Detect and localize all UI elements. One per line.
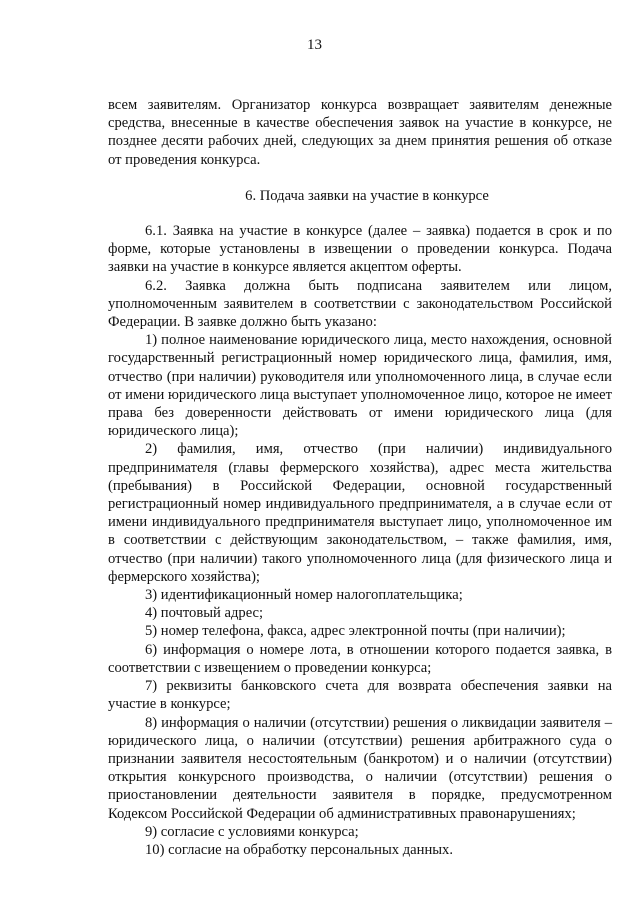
list-item-8: 8) информация о наличии (отсутствии) решения о ликвидации заявителя – юридического лица, о наличии (отсутствии) решения арбитражного суда о признании заявителя несостоятельным (банкротом) и о наличии (отсутствии) открытия конкурсного производства, о наличии (отсутствии) решения о приостановлении деятельности заявителя в порядке, предусмотренном Кодексом Российской Федерации об административных правонарушениях;: [108, 714, 612, 822]
document-body: [108, 96, 612, 859]
list-item-7: 7) реквизиты банковского счета для возврата обеспечения заявки на участие в конкурсе;: [108, 678, 612, 713]
list-item-4: 4) почтовый адрес;: [145, 605, 264, 622]
continued-paragraph: всем заявителям. Организатор конкурса возвращает заявителям денежные средства, внесенные в качестве обеспечения заявок на участие в конкурсе, не позднее десяти рабочих дней, следующих за днем принятия решения об отказе от проведения конкурса.: [108, 97, 612, 168]
list-item-6: 6) информация о номере лота, в отношении которого подается заявка, в соответствии с извещением о проведении конкурса;: [108, 641, 612, 676]
clause-6-1: 6.1. Заявка на участие в конкурсе (далее – заявка) подается в срок и по форме, которые установлены в извещении о проведении конкурса. Подача заявки на участие в конкурсе является акцептом оферты.: [108, 223, 612, 276]
page-number: 13: [307, 37, 322, 53]
section-heading: 6. Подача заявки на участие в конкурсе: [245, 187, 489, 204]
list-item-10: 10) согласие на обработку персональных данных.: [145, 841, 454, 858]
list-item-1: 1) полное наименование юридического лица, место нахождения, основной государственный регистрационный номер юридического лица, фамилия, имя, отчество (при наличии) руководителя или уполномоченного лица, в случае если от имени юридического лица выступает уполномоченное лицо, которое не имеет права без доверенности действовать от имени юридического лица (для юридического лица);: [108, 332, 612, 440]
list-item-2: 2) фамилия, имя, отчество (при наличии) индивидуального предпринимателя (главы фермерского хозяйства), адрес места жительства (пребывания) в Российской Федерации, основной государственный регистрационный номер индивидуального предпринимателя, а в случае если от имени индивидуального предпринимателя выступает лицо, уполномоченное им в соответствии с действующим законодательством, – также фамилия, имя, отчество (при наличии) такого уполномоченного лица (для физического лица и фермерского хозяйства);: [108, 441, 612, 585]
list-item-9: 9) согласие с условиями конкурса;: [145, 823, 359, 840]
clause-6-2: 6.2. Заявка должна быть подписана заявителем или лицом, уполномоченным заявителем в соответствии с законодательством Российской Федерации. В заявке должно быть указано:: [108, 277, 612, 331]
list-item-5: 5) номер телефона, факса, адрес электронной почты (при наличии);: [145, 623, 566, 640]
list-item-3: 3) идентификационный номер налогоплательщика;: [145, 587, 463, 604]
